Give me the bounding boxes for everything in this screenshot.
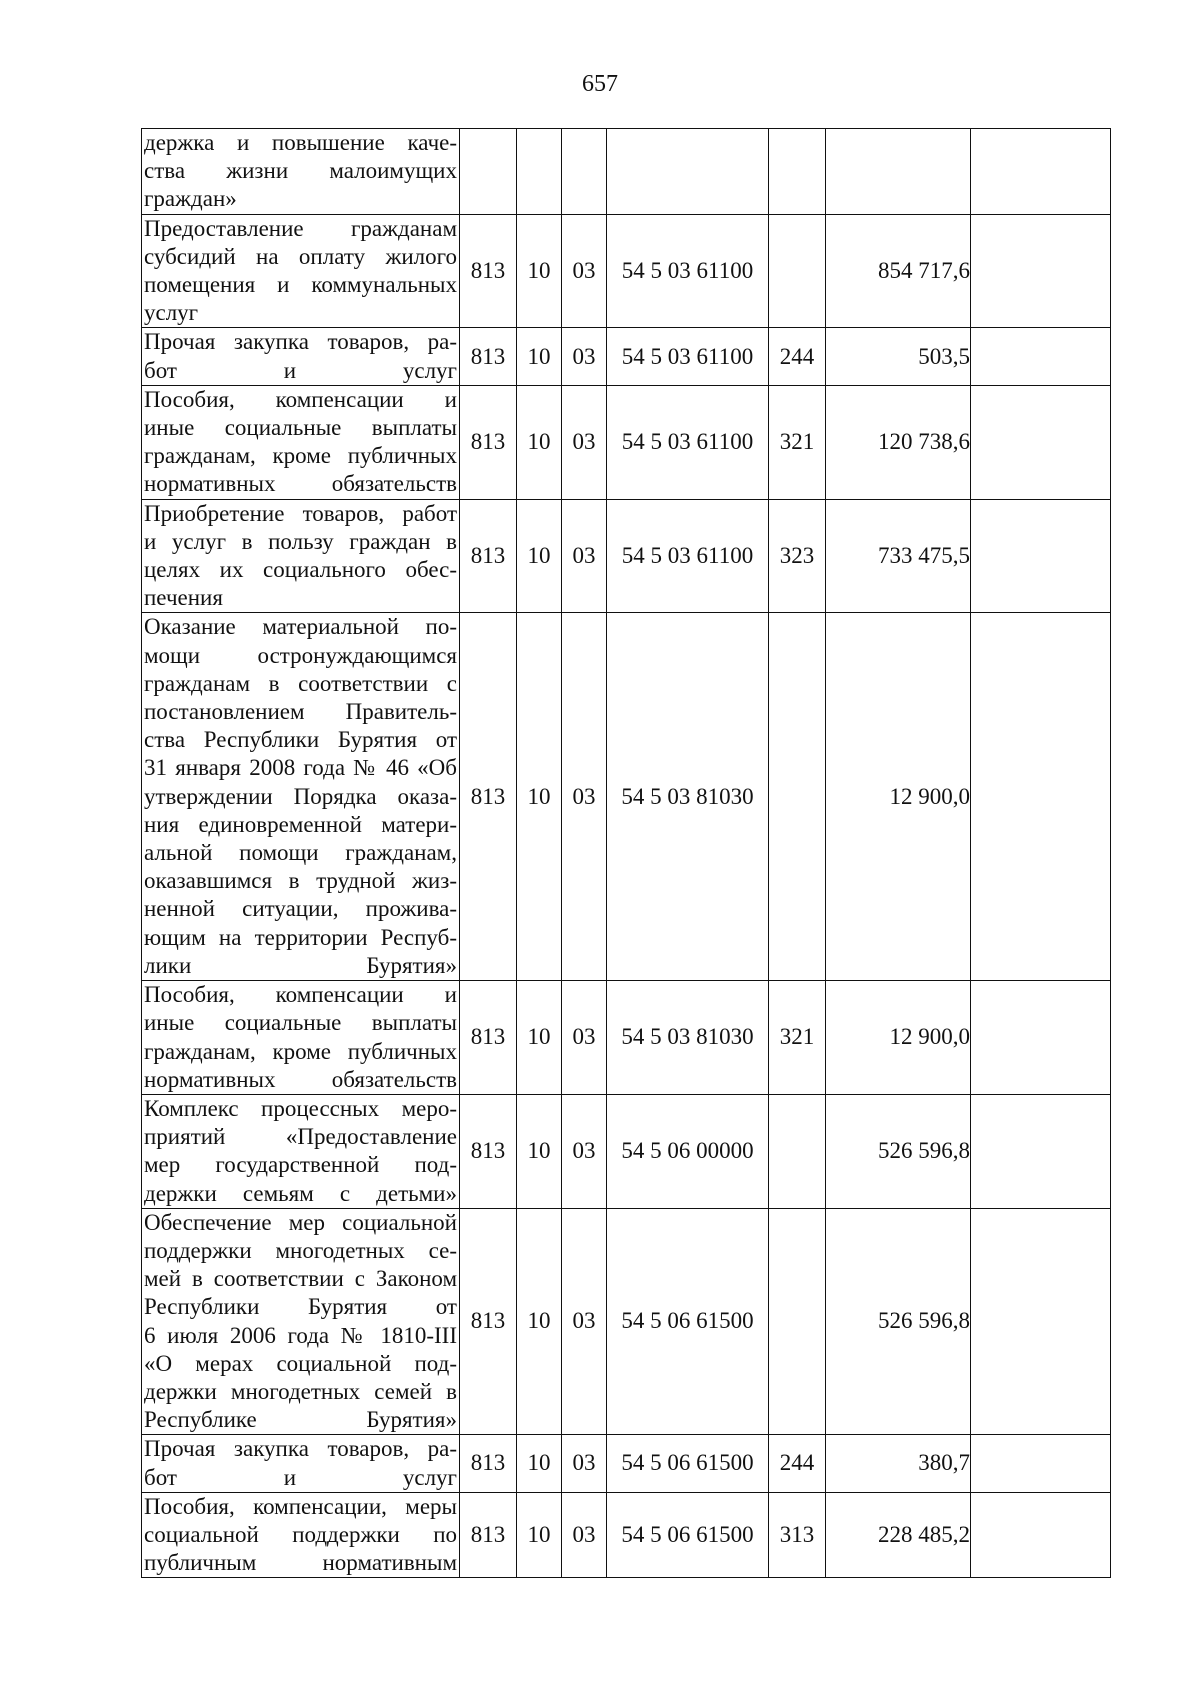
row-type-cell bbox=[769, 613, 826, 981]
row-ministry-cell: 813 bbox=[460, 1435, 517, 1492]
row-name-line: ненной ситуации, прожива- bbox=[144, 896, 457, 922]
row-name-line: Обеспечение мер социальной bbox=[144, 1209, 457, 1235]
row-name-line: гражданам, кроме публичных bbox=[144, 1038, 457, 1064]
row-empty-cell bbox=[971, 1492, 1111, 1578]
row-subsection-cell: 03 bbox=[562, 1094, 607, 1208]
row-name-line: публичным нормативным bbox=[144, 1550, 457, 1576]
row-ministry-cell: 813 bbox=[460, 385, 517, 499]
row-type-cell bbox=[769, 214, 826, 328]
row-name-line: бот и услуг bbox=[144, 357, 457, 383]
row-name-cell bbox=[142, 1208, 460, 1435]
row-name-line: ния единовременной матери- bbox=[144, 811, 457, 837]
row-name-cell bbox=[142, 499, 460, 613]
row-name-line: альной помощи гражданам, bbox=[144, 840, 457, 866]
row-name-line: Республике Бурятия» bbox=[144, 1407, 457, 1433]
table-row bbox=[142, 981, 1111, 1095]
row-name-line: мощи остронуждающимся bbox=[144, 642, 457, 668]
budget-table bbox=[141, 128, 1111, 1578]
row-name-line: целях их социального обес- bbox=[144, 557, 457, 583]
row-subsection-cell: 03 bbox=[562, 981, 607, 1095]
row-type-cell bbox=[769, 1208, 826, 1435]
row-amount-cell: 12 900,0 bbox=[826, 613, 971, 981]
row-section-cell: 10 bbox=[517, 214, 562, 328]
row-name-line: Прочая закупка товаров, ра- bbox=[144, 1436, 457, 1462]
table-row bbox=[142, 1492, 1111, 1578]
row-empty-cell bbox=[971, 1435, 1111, 1492]
row-amount-cell: 228 485,2 bbox=[826, 1492, 971, 1578]
row-name-line: ющим на территории Респуб- bbox=[144, 924, 457, 950]
row-subsection-cell: 03 bbox=[562, 613, 607, 981]
row-amount-cell bbox=[826, 129, 971, 215]
row-name-cell bbox=[142, 214, 460, 328]
row-name-line: 31 января 2008 года № 46 «Об bbox=[144, 755, 457, 781]
row-empty-cell bbox=[971, 1094, 1111, 1208]
row-name-line: Оказание материальной по- bbox=[144, 614, 457, 640]
row-empty-cell bbox=[971, 129, 1111, 215]
row-name-line: Пособия, компенсации и bbox=[144, 982, 457, 1008]
row-name-line: Республики Бурятия от bbox=[144, 1294, 457, 1320]
row-ministry-cell: 813 bbox=[460, 613, 517, 981]
row-empty-cell bbox=[971, 385, 1111, 499]
table-row bbox=[142, 499, 1111, 613]
row-subsection-cell: 03 bbox=[562, 1492, 607, 1578]
row-name-line: гражданам, кроме публичных bbox=[144, 443, 457, 469]
row-type-cell bbox=[769, 129, 826, 215]
row-name-cell bbox=[142, 613, 460, 981]
row-target-cell: 54 5 06 61500 bbox=[607, 1208, 769, 1435]
row-name-line: нормативных обязательств bbox=[144, 471, 457, 497]
row-amount-cell: 120 738,6 bbox=[826, 385, 971, 499]
table-row bbox=[142, 1435, 1111, 1492]
row-subsection-cell: 03 bbox=[562, 1435, 607, 1492]
row-name-cell bbox=[142, 981, 460, 1095]
row-ministry-cell: 813 bbox=[460, 214, 517, 328]
row-section-cell: 10 bbox=[517, 1094, 562, 1208]
row-section-cell: 10 bbox=[517, 1492, 562, 1578]
table-row bbox=[142, 613, 1111, 981]
row-name-line: держка и повышение каче- bbox=[144, 130, 457, 155]
row-name-line: лики Бурятия» bbox=[144, 952, 457, 978]
row-name-line: ства жизни малоимущих bbox=[144, 158, 457, 184]
row-amount-cell: 526 596,8 bbox=[826, 1094, 971, 1208]
row-name-line: и услуг в пользу граждан в bbox=[144, 528, 457, 554]
row-target-cell: 54 5 03 81030 bbox=[607, 981, 769, 1095]
row-name-cell bbox=[142, 129, 460, 215]
row-amount-cell: 733 475,5 bbox=[826, 499, 971, 613]
table-row bbox=[142, 1208, 1111, 1435]
row-type-cell: 244 bbox=[769, 1435, 826, 1492]
row-name-line: бот и услуг bbox=[144, 1464, 457, 1490]
row-name-line: держки многодетных семей в bbox=[144, 1378, 457, 1404]
row-name-line: ства Республики Бурятия от bbox=[144, 727, 457, 753]
row-subsection-cell: 03 bbox=[562, 1208, 607, 1435]
row-name-line: печения bbox=[144, 585, 223, 611]
row-name-line: утверждении Порядка оказа- bbox=[144, 783, 457, 809]
row-name-line: иные социальные выплаты bbox=[144, 1010, 457, 1036]
row-name-line: услуг bbox=[144, 300, 199, 326]
row-name-line: помещения и коммунальных bbox=[144, 272, 457, 298]
row-subsection-cell: 03 bbox=[562, 499, 607, 613]
row-name-line: «О мерах социальной под- bbox=[144, 1350, 457, 1376]
row-ministry-cell: 813 bbox=[460, 1094, 517, 1208]
row-ministry-cell: 813 bbox=[460, 1208, 517, 1435]
row-subsection-cell: 03 bbox=[562, 328, 607, 385]
row-name-line: Пособия, компенсации, меры bbox=[144, 1493, 457, 1519]
row-name-line: держки семьям с детьми» bbox=[144, 1180, 457, 1206]
table-row bbox=[142, 214, 1111, 328]
row-name-line: Приобретение товаров, работ bbox=[144, 500, 457, 526]
row-amount-cell: 854 717,6 bbox=[826, 214, 971, 328]
row-name-line: граждан» bbox=[144, 186, 237, 212]
row-type-cell: 244 bbox=[769, 328, 826, 385]
row-target-cell: 54 5 03 61100 bbox=[607, 499, 769, 613]
row-name-line: мер государственной под- bbox=[144, 1152, 457, 1178]
row-type-cell: 313 bbox=[769, 1492, 826, 1578]
row-empty-cell bbox=[971, 214, 1111, 328]
row-subsection-cell: 03 bbox=[562, 214, 607, 328]
row-empty-cell bbox=[971, 499, 1111, 613]
row-ministry-cell: 813 bbox=[460, 1492, 517, 1578]
row-section-cell: 10 bbox=[517, 613, 562, 981]
row-name-cell bbox=[142, 385, 460, 499]
row-subsection-cell: 03 bbox=[562, 385, 607, 499]
row-name-line: Предоставление гражданам bbox=[144, 215, 457, 241]
row-amount-cell: 526 596,8 bbox=[826, 1208, 971, 1435]
row-empty-cell bbox=[971, 613, 1111, 981]
row-target-cell bbox=[607, 129, 769, 215]
row-name-line: мей в соответствии с Законом bbox=[144, 1266, 457, 1292]
row-target-cell: 54 5 03 61100 bbox=[607, 214, 769, 328]
row-name-line: поддержки многодетных се- bbox=[144, 1237, 457, 1263]
row-name-line: нормативных обязательств bbox=[144, 1066, 457, 1092]
row-type-cell bbox=[769, 1094, 826, 1208]
row-section-cell bbox=[517, 129, 562, 215]
table-row bbox=[142, 129, 1111, 215]
row-name-cell bbox=[142, 1094, 460, 1208]
row-name-line: Пособия, компенсации и bbox=[144, 386, 457, 412]
row-name-line: постановлением Правитель- bbox=[144, 699, 457, 725]
row-empty-cell bbox=[971, 328, 1111, 385]
row-name-cell bbox=[142, 1492, 460, 1578]
row-target-cell: 54 5 03 61100 bbox=[607, 328, 769, 385]
row-subsection-cell bbox=[562, 129, 607, 215]
row-ministry-cell: 813 bbox=[460, 981, 517, 1095]
row-name-line: приятий «Предоставление bbox=[144, 1124, 457, 1150]
row-type-cell: 321 bbox=[769, 981, 826, 1095]
row-type-cell: 321 bbox=[769, 385, 826, 499]
row-name-line: гражданам в соответствии с bbox=[144, 670, 457, 696]
row-section-cell: 10 bbox=[517, 328, 562, 385]
row-amount-cell: 380,7 bbox=[826, 1435, 971, 1492]
table-row bbox=[142, 328, 1111, 385]
row-name-line: оказавшимся в трудной жиз- bbox=[144, 868, 457, 894]
row-target-cell: 54 5 03 61100 bbox=[607, 385, 769, 499]
row-name-line: Прочая закупка товаров, ра- bbox=[144, 329, 457, 355]
row-target-cell: 54 5 06 61500 bbox=[607, 1435, 769, 1492]
table-row bbox=[142, 1094, 1111, 1208]
row-section-cell: 10 bbox=[517, 385, 562, 499]
row-amount-cell: 12 900,0 bbox=[826, 981, 971, 1095]
row-type-cell: 323 bbox=[769, 499, 826, 613]
row-name-line: 6 июля 2006 года № 1810-III bbox=[144, 1322, 457, 1348]
row-amount-cell: 503,5 bbox=[826, 328, 971, 385]
row-empty-cell bbox=[971, 981, 1111, 1095]
row-ministry-cell: 813 bbox=[460, 328, 517, 385]
row-target-cell: 54 5 06 00000 bbox=[607, 1094, 769, 1208]
row-ministry-cell: 813 bbox=[460, 499, 517, 613]
row-empty-cell bbox=[971, 1208, 1111, 1435]
row-target-cell: 54 5 06 61500 bbox=[607, 1492, 769, 1578]
row-name-line: Комплекс процессных меро- bbox=[144, 1095, 457, 1121]
row-section-cell: 10 bbox=[517, 1208, 562, 1435]
row-name-line: субсидий на оплату жилого bbox=[144, 243, 457, 269]
row-ministry-cell bbox=[460, 129, 517, 215]
row-name-line: иные социальные выплаты bbox=[144, 415, 457, 441]
row-name-cell bbox=[142, 328, 460, 385]
row-section-cell: 10 bbox=[517, 1435, 562, 1492]
row-name-line: социальной поддержки по bbox=[144, 1521, 457, 1547]
table-body bbox=[142, 129, 1111, 1578]
page-number: 657 bbox=[582, 71, 618, 97]
table-row bbox=[142, 385, 1111, 499]
row-name-cell bbox=[142, 1435, 460, 1492]
row-target-cell: 54 5 03 81030 bbox=[607, 613, 769, 981]
row-section-cell: 10 bbox=[517, 499, 562, 613]
row-section-cell: 10 bbox=[517, 981, 562, 1095]
